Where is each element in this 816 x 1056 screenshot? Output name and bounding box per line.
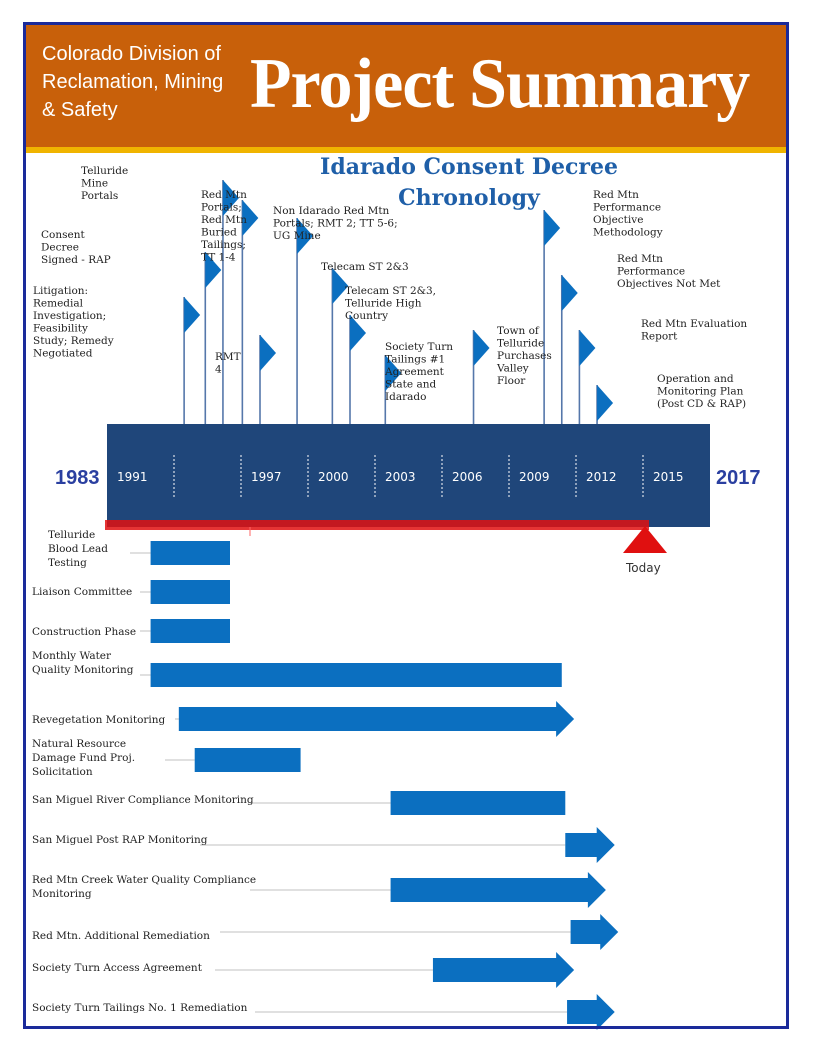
page-title: Project Summary xyxy=(250,43,750,123)
milestone-label: Town of Telluride Purchases Valley Floor xyxy=(497,325,552,387)
timeline-tick-label: 2003 xyxy=(385,470,416,484)
activity-label: San Miguel Post RAP Monitoring xyxy=(32,834,208,846)
milestone-label: Red Mtn Portals; Red Mtn Buried Tailings; TT 1-4 xyxy=(201,189,247,264)
activity-label: Telluride Blood Lead Testing xyxy=(48,529,108,569)
milestone-label: RMT 4 xyxy=(215,351,241,376)
timeline-start-year: 1983 xyxy=(55,467,100,489)
activity-label: Monthly Water Quality Monitoring xyxy=(32,650,134,676)
milestone-label: Red Mtn Evaluation Report xyxy=(641,318,748,343)
milestone-label: Telecam ST 2&3 xyxy=(321,261,409,273)
timeline-tick-label: 2000 xyxy=(318,470,349,484)
milestone-label: Non Idarado Red Mtn Portals; RMT 2; TT 5-6; UG Mine xyxy=(273,205,398,242)
timeline-end-year: 2017 xyxy=(716,467,761,489)
activity-label: Revegetation Monitoring xyxy=(32,714,166,726)
page-frame xyxy=(23,22,789,1029)
timeline-tick-label: 2015 xyxy=(653,470,684,484)
timeline-tick-label: 2009 xyxy=(519,470,550,484)
activity-label: Society Turn Access Agreement xyxy=(32,962,202,974)
milestone-label: Society Turn Tailings #1 Agreement State and Idarado xyxy=(385,341,454,403)
activity-label: Liaison Committee xyxy=(32,586,133,598)
timeline-tick-label: 1997 xyxy=(251,470,282,484)
activity-label: Society Turn Tailings No. 1 Remediation xyxy=(32,1002,248,1014)
timeline-tick-label: 1991 xyxy=(117,470,148,484)
activity-label: Natural Resource Damage Fund Proj. Solicitation xyxy=(32,738,136,778)
activity-label: San Miguel River Compliance Monitoring xyxy=(32,794,254,806)
activity-label: Construction Phase xyxy=(32,626,137,638)
timeline-tick-label: 2006 xyxy=(452,470,483,484)
activity-label: Red Mtn Creek Water Quality Compliance Monitoring xyxy=(32,874,257,900)
organization-name: Colorado Division of Reclamation, Mining & Safety xyxy=(42,43,224,121)
milestone-label: Telecam ST 2&3, Telluride High Country xyxy=(345,285,436,322)
milestone-label: Litigation: Remedial Investigation; Feasibility Study; Remedy Negotiated xyxy=(33,285,114,360)
milestone-label: Operation and Monitoring Plan (Post CD & RAP) xyxy=(657,373,747,410)
milestone-label: Telluride Mine Portals xyxy=(81,165,129,202)
milestone-label: Red Mtn Performance Objective Methodology xyxy=(593,189,663,239)
timeline-tick-label: 2012 xyxy=(586,470,617,484)
activity-label: Red Mtn. Additional Remediation xyxy=(32,930,210,942)
milestone-label: Red Mtn Performance Objectives Not Met xyxy=(617,253,721,290)
chart-title: Idarado Consent Decree Chronology xyxy=(320,154,618,211)
today-label: Today xyxy=(626,561,661,575)
milestone-label: Consent Decree Signed - RAP xyxy=(41,229,111,266)
